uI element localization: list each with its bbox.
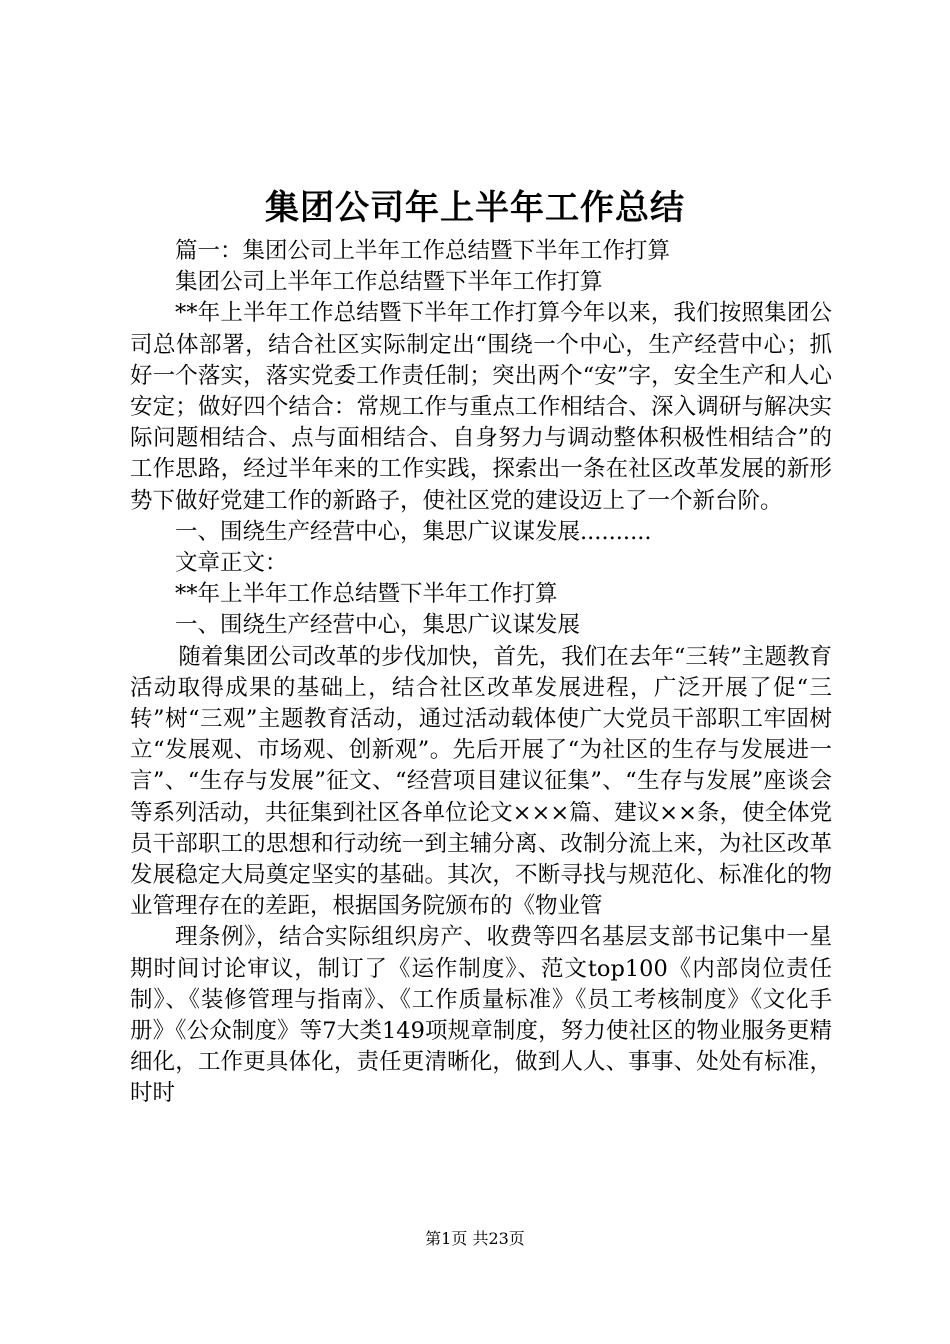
document-body [130, 236, 832, 1110]
page-number-footer: 第1页 共23页 [425, 1229, 525, 1248]
paragraph: **年上半年工作总结暨下半年工作打算 [175, 581, 558, 608]
paragraph: 随着集团公司改革的步伐加快，首先，我们在去年“三转”主题教育活动取得成果的基础上，结合社区改革发展进程，广泛开展了促“三转”树“三观”主题教育活动，通过活动载体使广大党员干部职工牢固树立“发展观、市场观、创新观”。先后开展了“为社区的生存与发展进一言”、“生存与发展”征文、“经营项目建议征集”、“生存与发展”座谈会等系列活动，共征集到社区各单位论文×××篇、建议××条，使全体党员干部职工的思想和行动统一到主辅分离、改制分流上来，为社区改革发展稳定大局奠定坚实的基础。其次，不断寻找与规范化、标准化的物业管理存在的差距，根据国务院颁布的《物业管 [130, 643, 832, 920]
paragraph: 理条例》，结合实际组织房产、收费等四名基层支部书记集中一星期时间讨论审议，制订了《运作制度》、范文top100《内部岗位责任制》、《装修管理与指南》、《工作质量标准》《员工考核制度》《文化手册》《公众制度》等7大类149项规章制度，努力使社区的物业服务更精细化，工作更具体化，责任更清晰化，做到人人、事事、处处有标准，时时 [130, 924, 832, 1107]
paragraph: 一、围绕生产经营中心，集思广议谋发展.......... [175, 518, 652, 545]
paragraph: 一、围绕生产经营中心，集思广议谋发展 [175, 612, 581, 639]
paragraph: 文章正文： [175, 550, 288, 577]
paragraph: 集团公司上半年工作总结暨下半年工作打算 [175, 269, 603, 296]
document-title: 集团公司年上半年工作总结 [265, 188, 685, 228]
paragraph: 篇一：集团公司上半年工作总结暨下半年工作打算 [175, 238, 671, 264]
paragraph: **年上半年工作总结暨下半年工作打算今年以来，我们按照集团公司总体部署，结合社区实际制定出“围绕一个中心，生产经营中心；抓好一个落实，落实党委工作责任制；突出两个“安”字，安全生产和人心安定；做好四个结合：常规工作与重点工作相结合、深入调研与解决实际问题相结合、点与面相结合、自身努力与调动整体积极性相结合”的工作思路，经过半年来的工作实践，探索出一条在社区改革发展的新形势下做好党建工作的新路子，使社区党的建设迈上了一个新台阶。 [130, 300, 832, 514]
